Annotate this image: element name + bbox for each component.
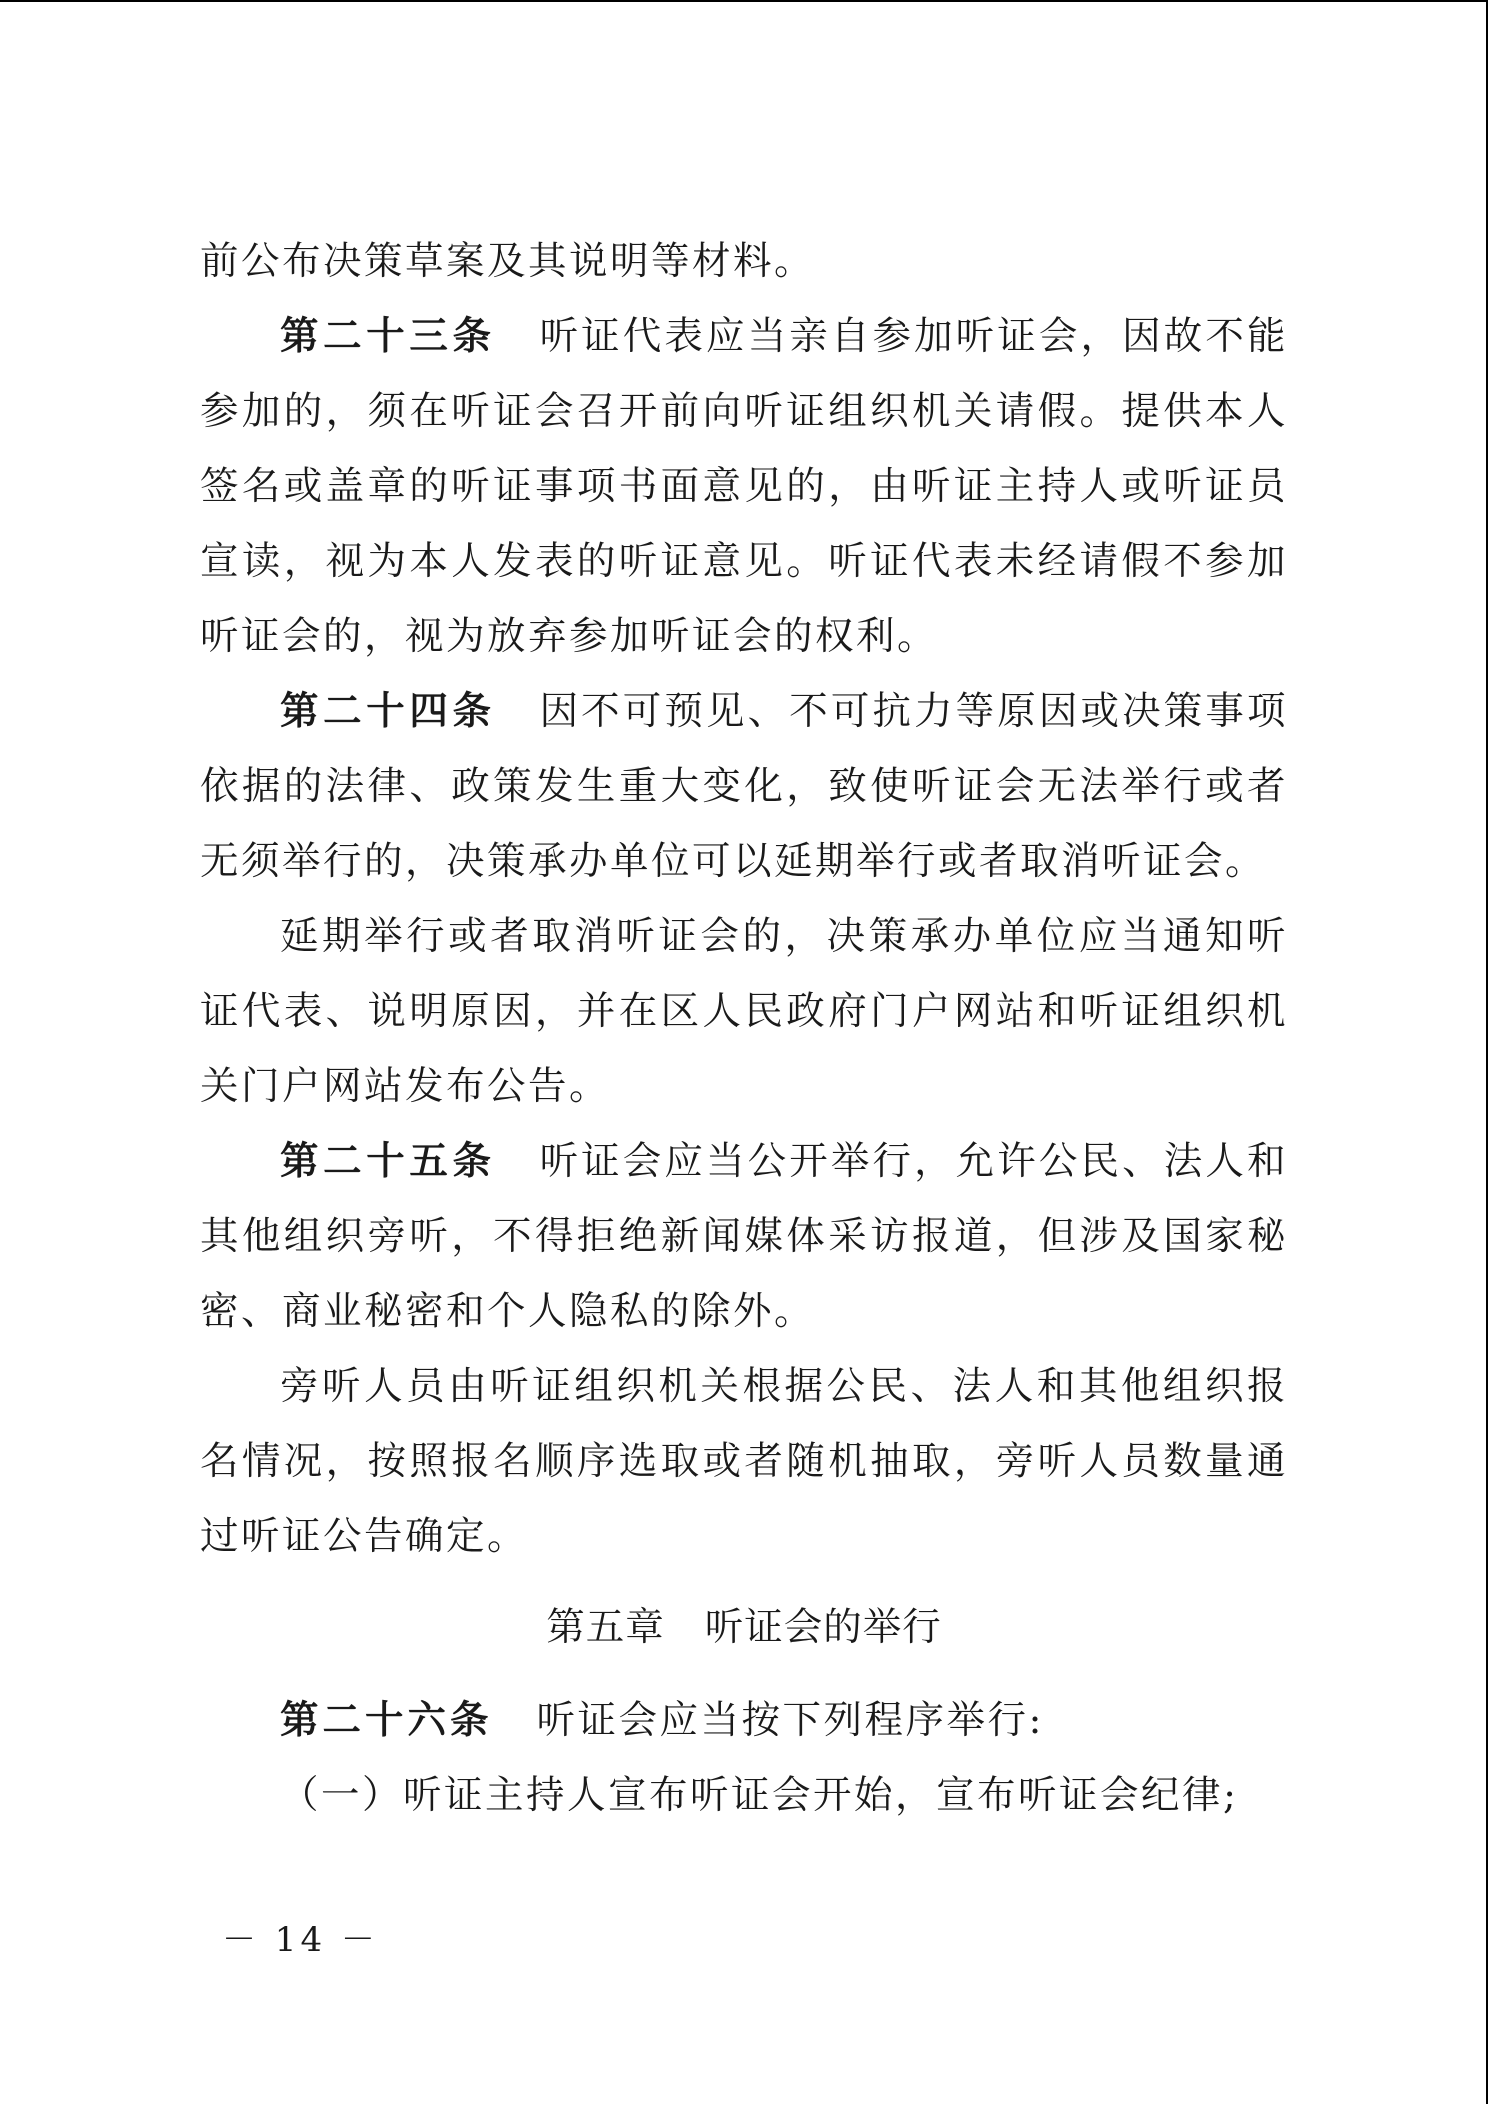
article-number: 第二十六条 [280,1698,493,1743]
article-text: 因不可预见、不可抗力等原因或决策事项依据的法律、政策发生重大变化，致使听证会无法举行或者无须举行的，决策承办单位可以延期举行或者取消听证会。 [200,689,1288,884]
article-26 [200,1683,1288,1758]
chapter-heading [200,1590,1288,1665]
paragraph-continuation: 前公布决策草案及其说明等材料。 [200,239,816,284]
page-number: － 14 － [222,1920,379,1960]
article-text: 听证会应当公开举行，允许公民、法人和其他组织旁听，不得拒绝新闻媒体采访报道，但涉及国家秘密、商业秘密和个人隐私的除外。 [200,1139,1288,1334]
article-text: 听证会应当按下列程序举行: [536,1698,1044,1743]
list-item: （一）听证主持人宣布听证会开始，宣布听证会纪律; [280,1773,1239,1818]
paragraph-observers: 旁听人员由听证组织机关根据公民、法人和其他组织报名情况，按照报名顺序选取或者随机抽取，旁听人员数量通过听证公告确定。 [200,1364,1288,1559]
paragraph-postpone: 延期举行或者取消听证会的，决策承办单位应当通知听证代表、说明原因，并在区人民政府门户网站和听证组织机关门户网站发布公告。 [200,914,1288,1109]
document-body [200,224,1288,1833]
article-number: 第二十四条 [280,689,496,734]
chapter-number: 第五章 [546,1605,665,1650]
article-24 [200,674,1288,899]
article-text: 听证代表应当亲自参加听证会，因故不能参加的，须在听证会召开前向听证组织机关请假。提供本人签名或盖章的听证事项书面意见的，由听证主持人或听证员宣读，视为本人发表的听证意见。听证代表未经请假不参加听证会的，视为放弃参加听证会的权利。 [200,314,1288,659]
chapter-title: 听证会的举行 [704,1605,942,1650]
article-number: 第二十五条 [280,1139,496,1184]
article-number: 第二十三条 [280,314,496,359]
article-25 [200,1124,1288,1349]
article-23 [200,299,1288,674]
